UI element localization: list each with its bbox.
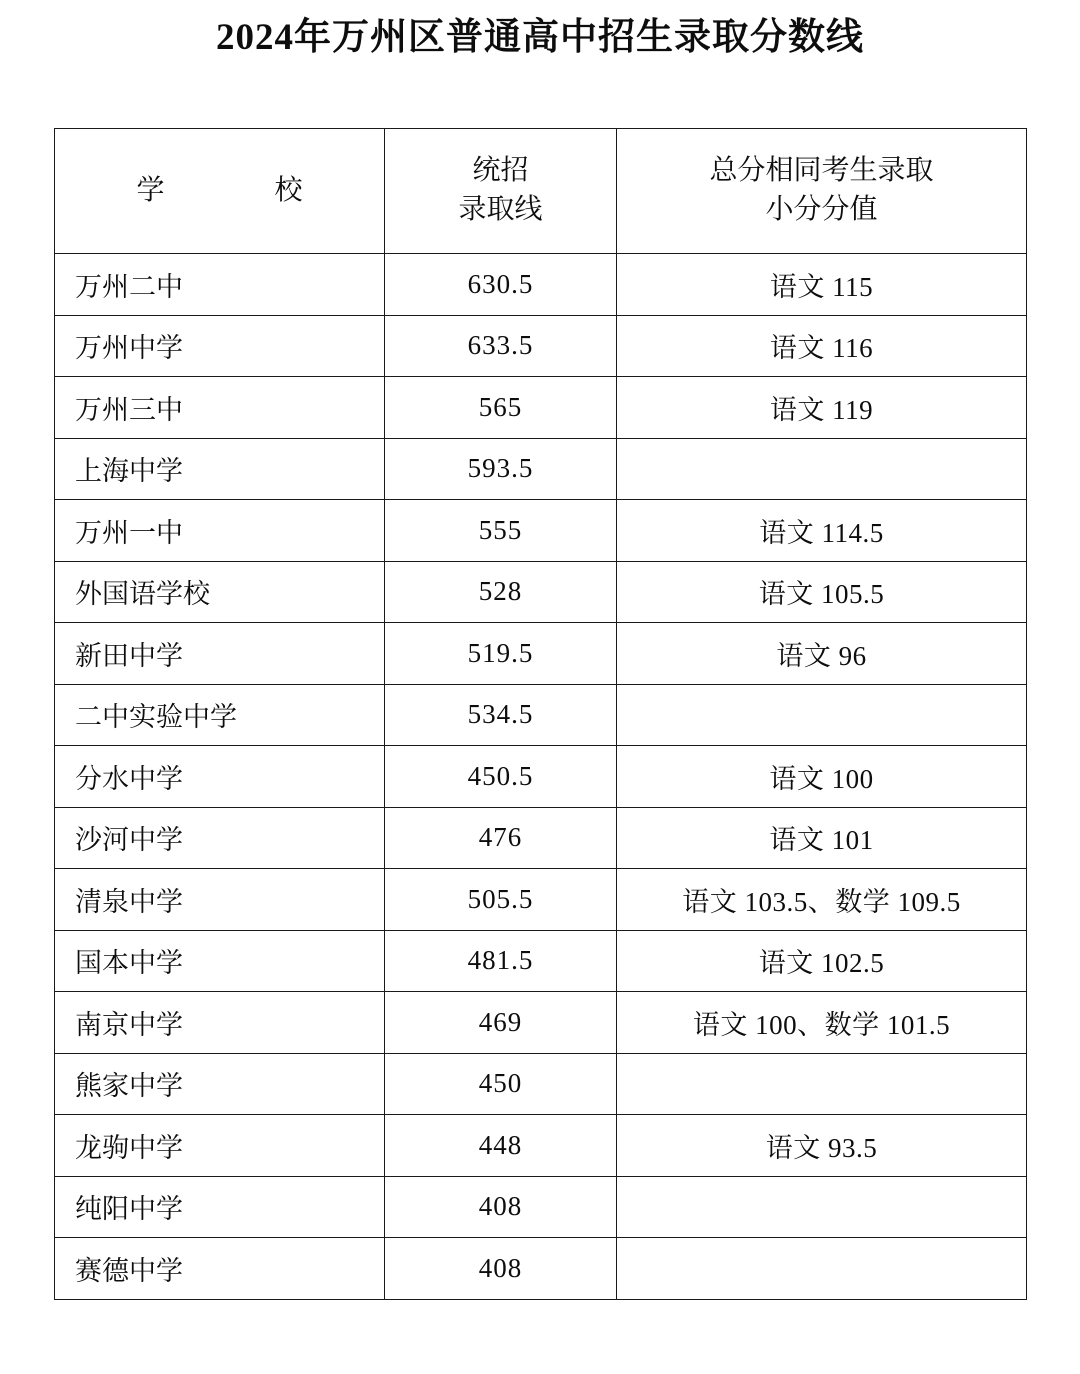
cell-admission-line: 450.5 — [385, 746, 617, 808]
column-header-minor-score-row2: 小分分值 — [765, 194, 878, 226]
cell-admission-line: 593.5 — [385, 438, 617, 500]
cell-admission-line: 469 — [385, 992, 617, 1054]
cell-minor-score: 语文 103.5、数学 109.5 — [617, 869, 1027, 931]
cell-minor-score: 语文 119 — [617, 377, 1027, 439]
column-header-minor-score-row1: 总分相同考生录取 — [709, 155, 934, 187]
cell-school-name: 万州二中 — [55, 254, 385, 316]
table-row — [55, 930, 1027, 992]
table-body — [55, 254, 1027, 1300]
cell-admission-line: 481.5 — [385, 930, 617, 992]
cell-admission-line: 408 — [385, 1238, 617, 1300]
cell-school-name: 分水中学 — [55, 746, 385, 808]
cell-minor-score: 语文 93.5 — [617, 1115, 1027, 1177]
column-header-admission-line-row2: 录取线 — [458, 194, 543, 226]
score-table-container — [54, 128, 1026, 1300]
cell-minor-score: 语文 115 — [617, 254, 1027, 316]
column-header-admission-line — [385, 129, 617, 254]
cell-school-name: 新田中学 — [55, 623, 385, 685]
admission-score-table — [54, 128, 1027, 1300]
cell-school-name: 万州中学 — [55, 315, 385, 377]
cell-admission-line: 476 — [385, 807, 617, 869]
cell-minor-score — [617, 1053, 1027, 1115]
table-row — [55, 1176, 1027, 1238]
cell-admission-line: 565 — [385, 377, 617, 439]
cell-school-name: 万州三中 — [55, 377, 385, 439]
cell-minor-score: 语文 100 — [617, 746, 1027, 808]
table-row — [55, 746, 1027, 808]
cell-admission-line: 450 — [385, 1053, 617, 1115]
cell-minor-score: 语文 102.5 — [617, 930, 1027, 992]
table-header-row — [55, 129, 1027, 254]
cell-admission-line: 633.5 — [385, 315, 617, 377]
cell-school-name: 国本中学 — [55, 930, 385, 992]
table-row — [55, 315, 1027, 377]
cell-admission-line: 534.5 — [385, 684, 617, 746]
column-header-admission-line-row1: 统招 — [472, 155, 529, 187]
column-header-school — [55, 129, 385, 254]
cell-school-name: 清泉中学 — [55, 869, 385, 931]
cell-minor-score: 语文 105.5 — [617, 561, 1027, 623]
cell-admission-line: 408 — [385, 1176, 617, 1238]
table-header — [55, 129, 1027, 254]
table-row — [55, 561, 1027, 623]
document-page — [0, 14, 1080, 1374]
cell-minor-score — [617, 1176, 1027, 1238]
cell-admission-line: 505.5 — [385, 869, 617, 931]
cell-admission-line: 519.5 — [385, 623, 617, 685]
cell-admission-line: 448 — [385, 1115, 617, 1177]
table-row — [55, 992, 1027, 1054]
table-row — [55, 869, 1027, 931]
cell-school-name: 万州一中 — [55, 500, 385, 562]
cell-admission-line: 630.5 — [385, 254, 617, 316]
table-row — [55, 500, 1027, 562]
table-row — [55, 807, 1027, 869]
cell-school-name: 上海中学 — [55, 438, 385, 500]
table-row — [55, 377, 1027, 439]
cell-minor-score: 语文 114.5 — [617, 500, 1027, 562]
cell-school-name: 赛德中学 — [55, 1238, 385, 1300]
cell-minor-score: 语文 100、数学 101.5 — [617, 992, 1027, 1054]
cell-minor-score — [617, 1238, 1027, 1300]
table-row — [55, 1238, 1027, 1300]
table-row — [55, 254, 1027, 316]
cell-school-name: 外国语学校 — [55, 561, 385, 623]
cell-school-name: 沙河中学 — [55, 807, 385, 869]
cell-minor-score — [617, 438, 1027, 500]
column-header-minor-score — [617, 129, 1027, 254]
page-title: 2024年万州区普通高中招生录取分数线 — [216, 17, 864, 58]
cell-admission-line: 555 — [385, 500, 617, 562]
cell-admission-line: 528 — [385, 561, 617, 623]
cell-school-name: 熊家中学 — [55, 1053, 385, 1115]
table-row — [55, 684, 1027, 746]
table-row — [55, 1053, 1027, 1115]
column-header-school-label: 学 校 — [136, 174, 321, 206]
cell-school-name: 纯阳中学 — [55, 1176, 385, 1238]
table-row — [55, 1115, 1027, 1177]
table-row — [55, 438, 1027, 500]
table-row — [55, 623, 1027, 685]
cell-minor-score: 语文 96 — [617, 623, 1027, 685]
cell-school-name: 龙驹中学 — [55, 1115, 385, 1177]
cell-minor-score: 语文 101 — [617, 807, 1027, 869]
cell-minor-score: 语文 116 — [617, 315, 1027, 377]
cell-minor-score — [617, 684, 1027, 746]
cell-school-name: 二中实验中学 — [55, 684, 385, 746]
cell-school-name: 南京中学 — [55, 992, 385, 1054]
